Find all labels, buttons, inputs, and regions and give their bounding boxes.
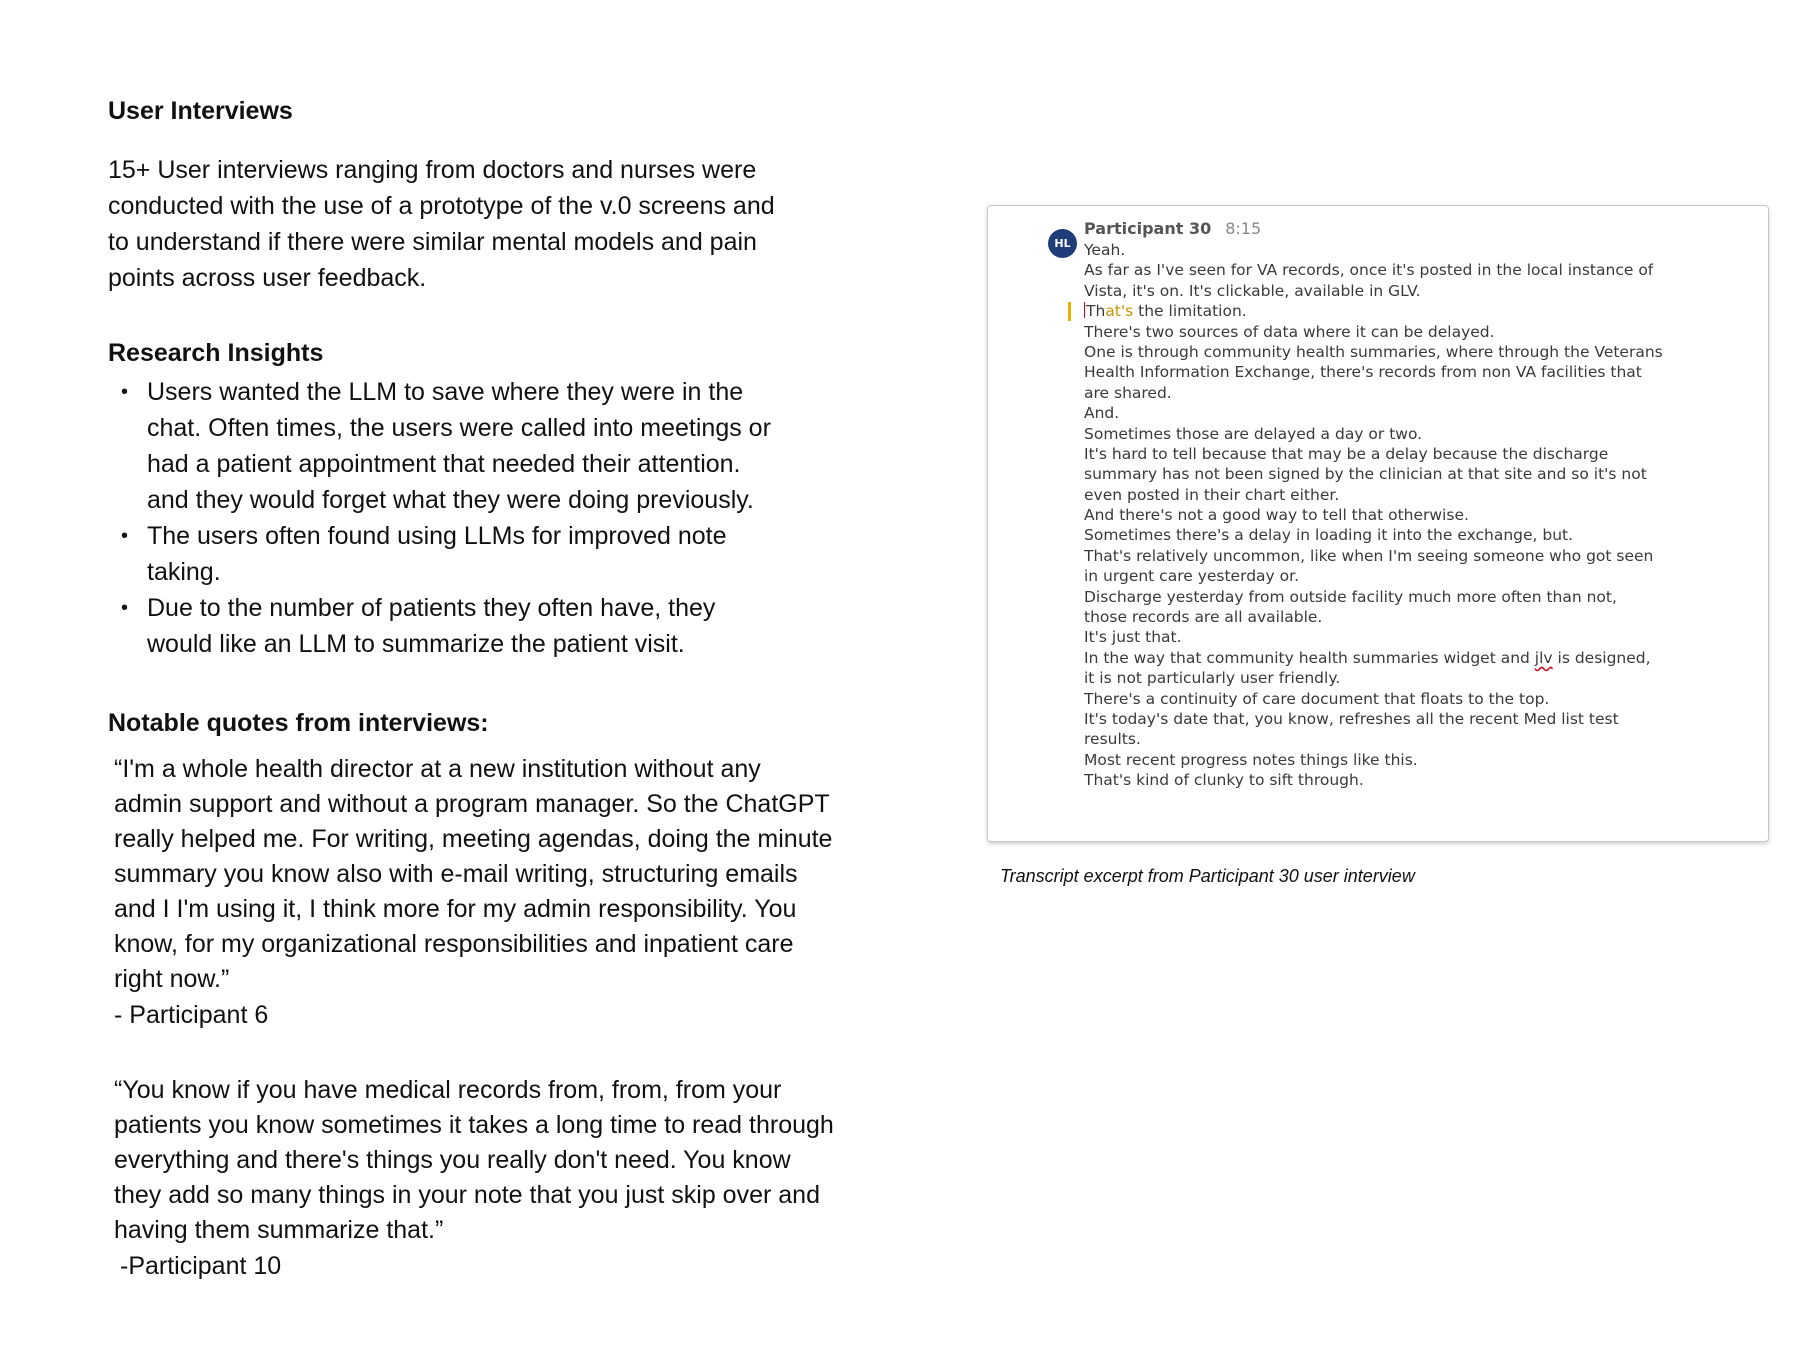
transcript-line: One is through community health summaries, where through the Veterans	[1084, 342, 1663, 361]
section-heading-notable-quotes: Notable quotes from interviews:	[108, 709, 489, 737]
list-item-line: Users wanted the LLM to save where they were in the	[147, 378, 744, 406]
quote-line: everything and there's things you really don't need. You know	[114, 1146, 791, 1174]
quote-attribution: - Participant 6	[114, 1001, 269, 1029]
quote-line: they add so many things in your note that you just skip over and	[114, 1181, 820, 1209]
bullet-icon: •	[121, 381, 129, 403]
transcript-fragment: is designed,	[1552, 648, 1651, 667]
list-item	[121, 590, 887, 662]
quote-block	[114, 752, 904, 1033]
transcript-line: Discharge yesterday from outside facility much more often than not,	[1084, 587, 1617, 606]
quote-attribution: -Participant 10	[120, 1252, 282, 1280]
transcript-line: in urgent care yesterday or.	[1084, 567, 1299, 586]
transcript-line: Health Information Exchange, there's records from non VA facilities that	[1084, 363, 1642, 382]
message-timestamp: 8:15	[1225, 219, 1262, 238]
transcript-line: That's kind of clunky to sift through.	[1084, 771, 1364, 790]
transcript-line: Yeah.	[1084, 241, 1126, 259]
transcript-line: even posted in their chart either.	[1084, 485, 1340, 504]
highlight-marker	[1068, 302, 1071, 321]
transcript-panel	[987, 205, 1769, 842]
bullet-icon: •	[121, 597, 129, 619]
transcript-line: And.	[1084, 404, 1120, 423]
paragraph-line: points across user feedback.	[108, 264, 427, 292]
list-item	[121, 518, 887, 590]
list-item	[121, 374, 887, 518]
paragraph-line: to understand if there were similar mental models and pain	[108, 228, 757, 256]
highlighted-fragment: at's	[1105, 302, 1134, 321]
list-item-line: taking.	[147, 558, 221, 586]
transcript-line: There's a continuity of care document that floats to the top.	[1084, 689, 1550, 708]
insights-list	[108, 374, 887, 662]
quote-line: “I'm a whole health director at a new institution without any	[114, 755, 761, 783]
transcript-fragment: the limitation.	[1133, 302, 1247, 321]
transcript-caption: Transcript excerpt from Participant 30 user interview	[1000, 866, 1415, 886]
list-item-line: Due to the number of patients they often have, they	[147, 594, 716, 622]
transcript-line: results.	[1084, 730, 1141, 749]
section-heading-user-interviews: User Interviews	[108, 97, 293, 125]
quote-block	[114, 1073, 904, 1284]
transcript-line: summary has not been signed by the clinician at that site and so it's not	[1084, 465, 1647, 484]
list-item-line: The users often found using LLMs for improved note	[147, 522, 727, 550]
transcript-line: are shared.	[1084, 383, 1172, 402]
user-interviews-paragraph	[108, 152, 848, 296]
transcript-line: Most recent progress notes things like this.	[1084, 750, 1418, 769]
list-item-line: had a patient appointment that needed their attention.	[147, 450, 741, 478]
transcript-line: And there's not a good way to tell that otherwise.	[1084, 506, 1469, 525]
list-item-line: would like an LLM to summarize the patient visit.	[147, 630, 685, 658]
paragraph-line: conducted with the use of a prototype of the v.0 screens and	[108, 192, 775, 220]
misspelled-word: jlv	[1534, 648, 1553, 667]
transcript-line: As far as I've seen for VA records, once it's posted in the local instance of	[1084, 261, 1654, 280]
section-heading-research-insights: Research Insights	[108, 339, 324, 367]
transcript-line: it is not particularly user friendly.	[1084, 669, 1341, 688]
paragraph-line: 15+ User interviews ranging from doctors and nurses were	[108, 156, 757, 184]
transcript-line	[1084, 648, 1663, 668]
bullet-icon: •	[121, 525, 129, 547]
quote-line: summary you know also with e-mail writing, structuring emails	[114, 860, 798, 888]
transcript-line: That's relatively uncommon, like when I'm seeing someone who got seen	[1084, 546, 1654, 565]
avatar: HL	[1048, 229, 1077, 258]
transcript-line: There's two sources of data where it can be delayed.	[1084, 322, 1495, 341]
transcript-fragment: Th	[1086, 302, 1106, 321]
quote-line: right now.”	[114, 965, 230, 993]
transcript-line: It's today's date that, you know, refreshes all the recent Med list test	[1084, 709, 1619, 728]
quote-line: know, for my organizational responsibilities and inpatient care	[114, 930, 794, 958]
quote-line: “You know if you have medical records from, from, from your	[114, 1076, 782, 1104]
quote-line: patients you know sometimes it takes a long time to read through	[114, 1111, 834, 1139]
transcript-line: It's just that.	[1084, 628, 1182, 647]
quote-line: having them summarize that.”	[114, 1216, 444, 1244]
quote-line: admin support and without a program manager. So the ChatGPT	[114, 790, 830, 818]
transcript-line: It's hard to tell because that may be a delay because the discharge	[1084, 444, 1609, 463]
transcript-line: Vista, it's on. It's clickable, available in GLV.	[1084, 281, 1421, 300]
quote-line: and I I'm using it, I think more for my admin responsibility. You	[114, 895, 797, 923]
transcript-line: those records are all available.	[1084, 608, 1323, 627]
message-header	[1084, 219, 1261, 239]
transcript-text	[1084, 240, 1663, 791]
participant-name: Participant 30	[1084, 219, 1212, 238]
text-cursor	[1084, 302, 1085, 318]
transcript-line: Sometimes those are delayed a day or two.	[1084, 424, 1423, 443]
list-item-line: and they would forget what they were doing previously.	[147, 486, 754, 514]
transcript-line: Sometimes there's a delay in loading it into the exchange, but.	[1084, 526, 1574, 545]
transcript-fragment: In the way that community health summaries widget and	[1084, 648, 1535, 667]
list-item-line: chat. Often times, the users were called into meetings or	[147, 414, 771, 442]
quote-line: really helped me. For writing, meeting agendas, doing the minute	[114, 825, 833, 853]
transcript-line-highlighted	[1084, 301, 1663, 321]
